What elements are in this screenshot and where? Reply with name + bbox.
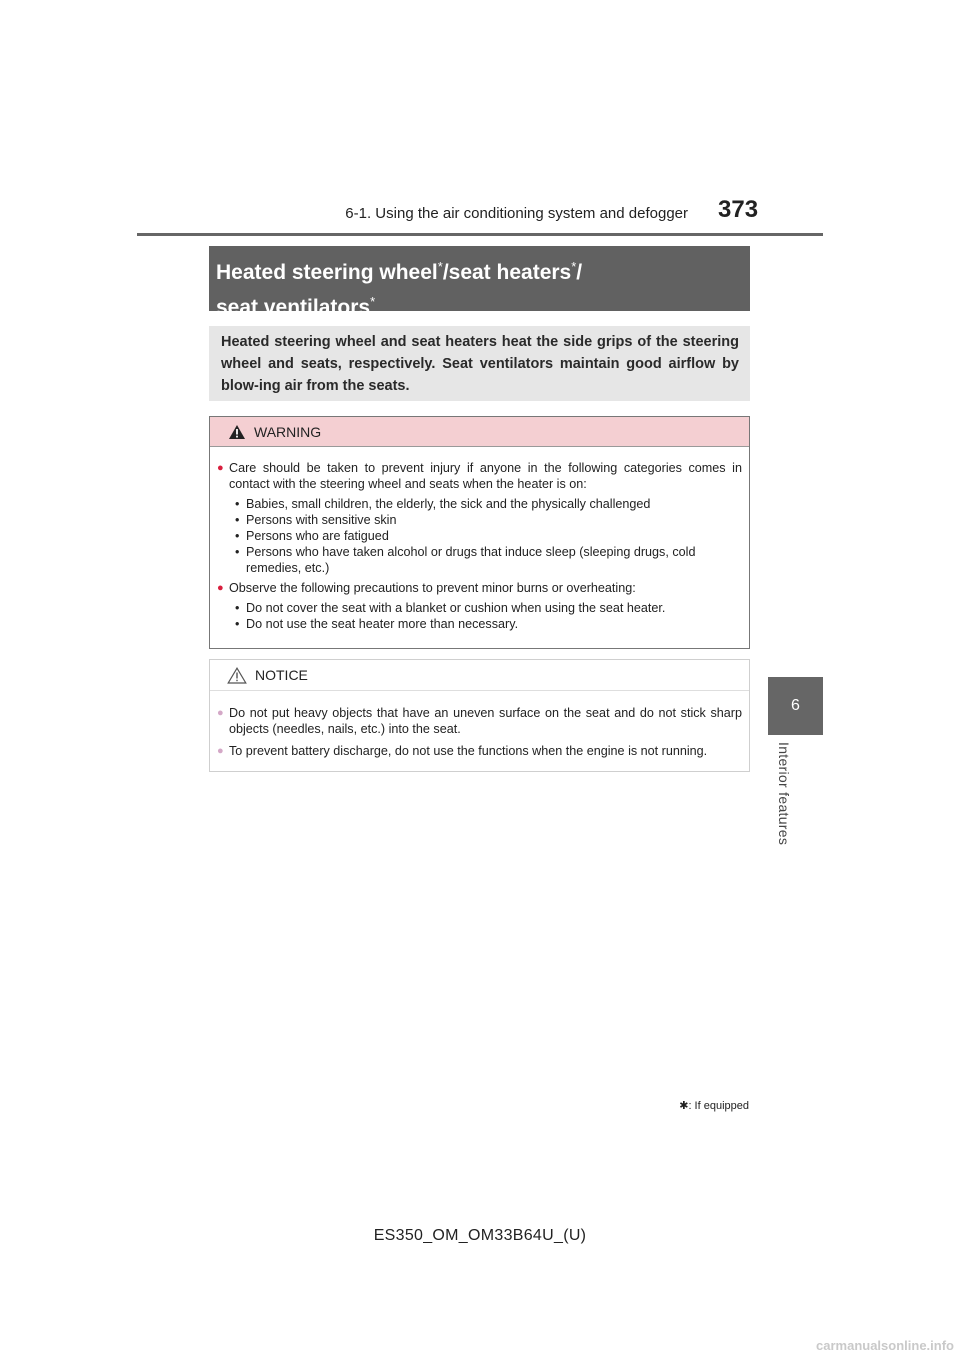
warning-body bbox=[210, 447, 749, 632]
notice-body bbox=[210, 691, 749, 759]
notice-item bbox=[217, 705, 742, 737]
notice-item bbox=[217, 743, 742, 759]
heading-asterisk-1: * bbox=[437, 259, 443, 274]
page-number: 373 bbox=[718, 196, 759, 223]
list-item: • Persons who are fatigued bbox=[235, 529, 389, 543]
document-code: ES350_OM_OM33B64U_(U) bbox=[373, 1227, 587, 1244]
intro-text: Heated steering wheel and seat heaters heat the side grips of the steering wheel and seats, respectively. Seat ventilators maintain good airflow by blow-ing air from the seats. bbox=[221, 334, 739, 394]
warning-item-text: Care should be taken to prevent injury if anyone in the following categories comes in contact with the steering wheel and seats when the heater is on: bbox=[229, 461, 742, 491]
list-item-text: Persons who have taken alcohol or drugs that induce sleep (sleeping drugs, cold remedies, etc.) bbox=[246, 545, 696, 575]
warning-item-text: Observe the following precautions to prevent minor burns or overheating: bbox=[229, 581, 636, 595]
intro-box bbox=[209, 326, 750, 401]
list-item: • Do not cover the seat with a blanket or cushion when using the seat heater. bbox=[235, 601, 666, 615]
bullet-icon: ● bbox=[217, 582, 224, 594]
bullet-icon: ● bbox=[217, 707, 224, 719]
list-item-text: Persons with sensitive skin bbox=[246, 513, 397, 527]
notice-header bbox=[210, 660, 749, 691]
warning-sublist bbox=[217, 496, 742, 576]
heading-asterisk-3: * bbox=[370, 294, 376, 309]
heading-asterisk-2: * bbox=[571, 259, 577, 274]
warning-sublist bbox=[217, 600, 742, 632]
heading-part-1: Heated steering wheel bbox=[216, 261, 438, 284]
notice-item-text: Do not put heavy objects that have an uneven surface on the seat and do not stick sharp objects (needles, nails, etc.) into the seat. bbox=[229, 706, 742, 736]
footnote bbox=[679, 1099, 749, 1112]
chapter-label: Interior features bbox=[776, 742, 792, 846]
notice-box bbox=[209, 659, 750, 772]
header-divider bbox=[137, 233, 823, 236]
chapter-tab bbox=[768, 677, 823, 735]
heading-part-3: / bbox=[576, 261, 583, 284]
chapter-number: 6 bbox=[791, 697, 800, 714]
warning-heading: WARNING bbox=[254, 423, 322, 440]
heading-part-2: /seat heaters bbox=[442, 261, 572, 284]
warning-box bbox=[209, 416, 750, 649]
list-item-text: Do not use the seat heater more than necessary. bbox=[246, 617, 519, 631]
bullet-icon: ● bbox=[217, 462, 224, 474]
caution-outline-icon bbox=[227, 667, 247, 684]
watermark-link[interactable]: carmanualsonline.info bbox=[816, 1338, 954, 1353]
heading-part-4: seat ventilators bbox=[216, 296, 371, 319]
footnote-mark: ✱ bbox=[679, 1100, 689, 1112]
notice-item-text: To prevent battery discharge, do not use the functions when the engine is not running. bbox=[229, 744, 708, 758]
list-item: • Do not use the seat heater more than necessary. bbox=[235, 617, 519, 631]
list-item-text: Babies, small children, the elderly, the sick and the physically challenged bbox=[246, 497, 651, 511]
list-item: • Babies, small children, the elderly, the sick and the physically challenged bbox=[235, 497, 651, 511]
warning-header bbox=[210, 417, 749, 447]
warning-item bbox=[217, 580, 742, 596]
section-title: 6-1. Using the air conditioning system and defogger bbox=[345, 205, 688, 222]
list-item-text: Persons who are fatigued bbox=[246, 529, 389, 543]
notice-heading: NOTICE bbox=[255, 667, 308, 683]
list-item-text: Do not cover the seat with a blanket or cushion when using the seat heater. bbox=[246, 601, 666, 615]
list-item: • Persons who have taken alcohol or drugs that induce sleep (sleeping drugs, cold remedies, etc.) bbox=[235, 544, 742, 576]
section-heading bbox=[209, 246, 750, 319]
footnote-text: : If equipped bbox=[688, 1100, 749, 1112]
warning-triangle-icon bbox=[228, 424, 246, 440]
list-item: • Persons with sensitive skin bbox=[235, 513, 397, 527]
bullet-icon: ● bbox=[217, 745, 224, 757]
warning-item bbox=[217, 460, 742, 492]
